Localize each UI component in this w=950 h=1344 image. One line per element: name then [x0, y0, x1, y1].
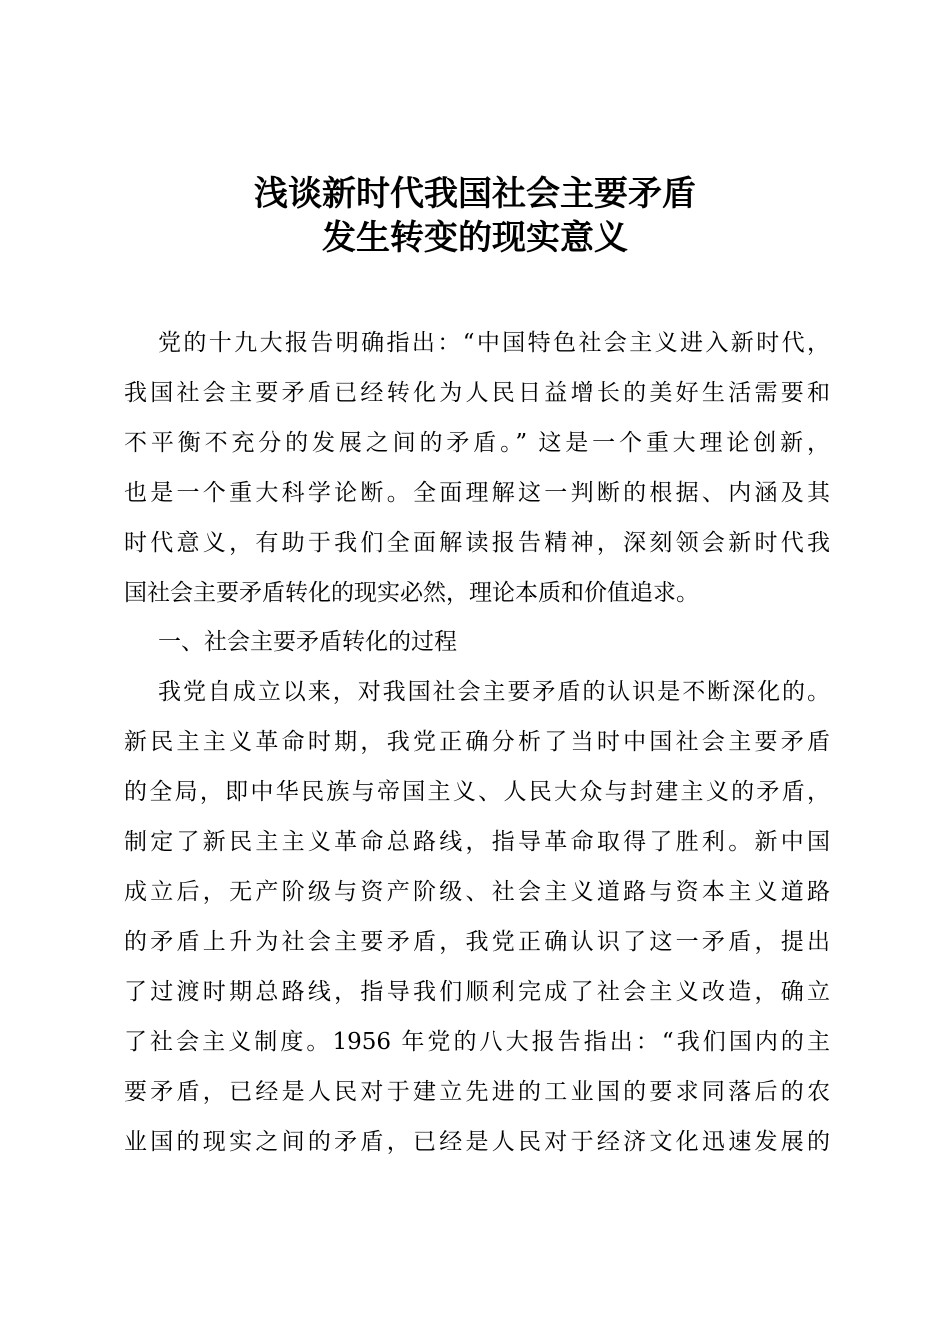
- paragraph-2-line-8: 了社会主义制度。1956 年党的八大报告指出：“我们国内的主: [124, 1029, 830, 1055]
- paragraph-2-line-9: 要矛盾，已经是人民对于建立先进的工业国的要求同落后的农: [124, 1079, 830, 1105]
- paragraph-1-line-5: 时代意义，有助于我们全面解读报告精神，深刻领会新时代我: [124, 530, 830, 556]
- paragraph-2-line-2: 新民主主义革命时期，我党正确分析了当时中国社会主要矛盾: [124, 729, 830, 755]
- paragraph-2-line-1: 我党自成立以来，对我国社会主要矛盾的认识是不断深化的。: [158, 679, 830, 705]
- document-title-line-2: 发生转变的现实意义: [322, 218, 628, 258]
- paragraph-2-line-3: 的全局，即中华民族与帝国主义、人民大众与封建主义的矛盾，: [124, 779, 830, 805]
- paragraph-1-line-2: 我国社会主要矛盾已经转化为人民日益增长的美好生活需要和: [124, 380, 830, 406]
- paragraph-1-line-6: 国社会主要矛盾转化的现实必然，理论本质和价值追求。: [124, 580, 699, 606]
- paragraph-2-line-10: 业国的现实之间的矛盾，已经是人民对于经济文化迅速发展的: [124, 1129, 830, 1155]
- paragraph-1-line-3: 不平衡不充分的发展之间的矛盾。” 这是一个重大理论创新，: [124, 430, 830, 456]
- paragraph-1-line-1: 党的十九大报告明确指出：“中国特色社会主义进入新时代，: [158, 330, 830, 356]
- section-1-heading: 一、社会主要矛盾转化的过程: [158, 629, 457, 655]
- paragraph-1-line-4: 也是一个重大科学论断。全面理解这一判断的根据、内涵及其: [124, 480, 830, 506]
- document-title-line-1: 浅谈新时代我国社会主要矛盾: [254, 174, 696, 214]
- paragraph-2-line-4: 制定了新民主主义革命总路线，指导革命取得了胜利。新中国: [124, 829, 830, 855]
- paragraph-2-line-5: 成立后，无产阶级与资产阶级、社会主义道路与资本主义道路: [124, 879, 830, 905]
- paragraph-2-line-7: 了过渡时期总路线，指导我们顺利完成了社会主义改造，确立: [124, 979, 830, 1005]
- paragraph-2-line-6: 的矛盾上升为社会主要矛盾，我党正确认识了这一矛盾，提出: [124, 929, 830, 955]
